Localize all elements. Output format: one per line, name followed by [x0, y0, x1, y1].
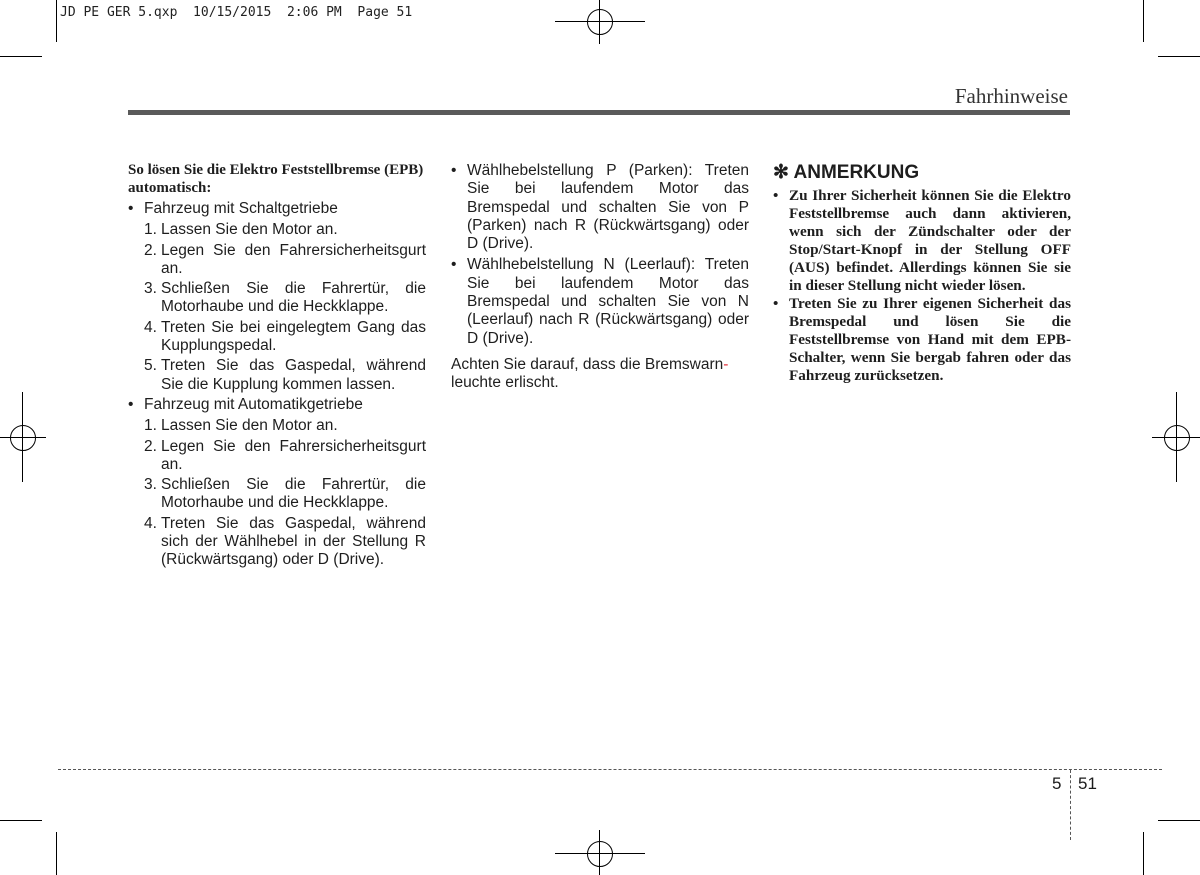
bullet-icon: •: [451, 162, 457, 179]
paragraph-text: leuchte erlischt.: [451, 374, 559, 392]
bullet-icon: •: [451, 256, 457, 274]
note-icon: ✻: [773, 162, 789, 183]
crop-mark: [1143, 0, 1144, 42]
crop-mark: [1158, 820, 1200, 821]
note-text: Zu Ihrer Sicherheit können Sie die Elektro Feststellbremse auch dann aktivieren, wenn sich der Zündschalter oder der Stop/Start-Knopf in der Stellung OFF (AUS) befindet. Allerdings können Sie sie in dieser Stellung nicht wieder lösen.: [789, 187, 1071, 294]
step-text: Schließen Sie die Fahrertür, die Motorhaube und die Heckklappe.: [161, 476, 426, 512]
list-item-text: Wählhebelstellung N (Leerlauf): Treten Sie bei laufendem Motor das Bremspedal und schalten Sie von N (Leerlauf) nach R (Rückwärtsgang) oder D (Drive).: [467, 256, 749, 347]
bullet-icon: •: [773, 187, 779, 204]
step-item: 1. Lassen Sie den Motor an.: [144, 417, 426, 435]
bullet-icon: •: [128, 395, 134, 413]
list-item-text: Wählhebelstellung P (Parken): Treten Sie bei laufendem Motor das Bremspedal und schalten Sie von P (Parken) nach R (Rückwärtsgang) oder D (Drive).: [467, 162, 749, 253]
step-item: 2. Legen Sie den Fahrersicherheitsgurt an.: [144, 437, 426, 473]
page-divider: [1070, 770, 1071, 840]
list-item: [451, 162, 749, 253]
note-item: [773, 295, 1071, 385]
step-text: Legen Sie den Fahrersicherheitsgurt an.: [161, 241, 426, 277]
crop-mark: [0, 820, 42, 821]
crop-mark: [56, 832, 57, 875]
list-item: [128, 200, 426, 218]
column-2: [451, 162, 749, 393]
header-rule: [128, 110, 1070, 115]
bullet-icon: •: [128, 200, 134, 217]
step-item: 4. Treten Sie das Gaspedal, während sich der Wählhebel in der Stellung R (Rückwärtsgang) oder D (Drive).: [144, 514, 426, 569]
printer-slug: JD PE GER 5.qxp 10/15/2015 2:06 PM Page 51: [60, 5, 413, 20]
step-item: 2. Legen Sie den Fahrersicherheitsgurt an.: [144, 241, 426, 277]
step-item: 1. Lassen Sie den Motor an.: [144, 221, 426, 239]
list-item-label: Fahrzeug mit Automatikgetriebe: [144, 395, 363, 413]
step-text: Treten Sie bei eingelegtem Gang das Kupplungspedal.: [161, 318, 426, 355]
list-item: [451, 256, 749, 347]
bullet-icon: •: [773, 295, 779, 312]
step-item: 3. Schließen Sie die Fahrertür, die Motorhaube und die Heckklappe.: [144, 280, 426, 316]
step-text: Lassen Sie den Motor an.: [161, 417, 338, 435]
column-1: [128, 162, 426, 572]
column-3: [773, 162, 1071, 385]
footer-rule: [58, 769, 1162, 770]
step-text: Lassen Sie den Motor an.: [161, 221, 338, 239]
note-text: Treten Sie zu Ihrer eigenen Sicherheit das Bremspedal und lösen Sie die Feststellbremse von Hand mit dem EPB-Schalter, wenn Sie bergab fahren oder das Fahrzeug zurücksetzen.: [789, 295, 1071, 384]
page-number: 51: [1078, 774, 1097, 793]
list-item: [128, 396, 426, 414]
step-text: Schließen Sie die Fahrertür, die Motorhaube und die Heckklappe.: [161, 280, 426, 316]
hyphen-mark: -: [723, 355, 729, 373]
crop-mark: [1158, 56, 1200, 57]
paragraph-text: Achten Sie darauf, dass die Bremswarn: [451, 355, 724, 373]
step-text: Treten Sie das Gaspedal, während Sie die Kupplung kommen lassen.: [161, 357, 426, 393]
step-item: 5. Treten Sie das Gaspedal, während Sie die Kupplung kommen lassen.: [144, 357, 426, 393]
crop-mark: [56, 0, 57, 42]
crop-mark: [1143, 832, 1144, 875]
note-item: [773, 187, 1071, 295]
note-heading: [773, 162, 1071, 184]
paragraph: [451, 356, 749, 393]
chapter-number: 5: [1052, 774, 1062, 793]
step-item: 4. Treten Sie bei eingelegtem Gang das Kupplungspedal.: [144, 318, 426, 355]
crop-mark: [0, 56, 42, 57]
note-title: ANMERKUNG: [793, 162, 920, 183]
step-text: Legen Sie den Fahrersicherheitsgurt an.: [161, 437, 426, 473]
subheading: So lösen Sie die Elektro Feststellbremse (EPB) automatisch:: [128, 162, 424, 196]
section-title: Fahrhinweise: [954, 84, 1068, 108]
list-item-label: Fahrzeug mit Schaltgetriebe: [144, 200, 338, 217]
step-text: Treten Sie das Gaspedal, während sich der Wählhebel in der Stellung R (Rückwärtsgang) oder D (Drive).: [161, 514, 426, 569]
step-item: 3. Schließen Sie die Fahrertür, die Motorhaube und die Heckklappe.: [144, 476, 426, 512]
